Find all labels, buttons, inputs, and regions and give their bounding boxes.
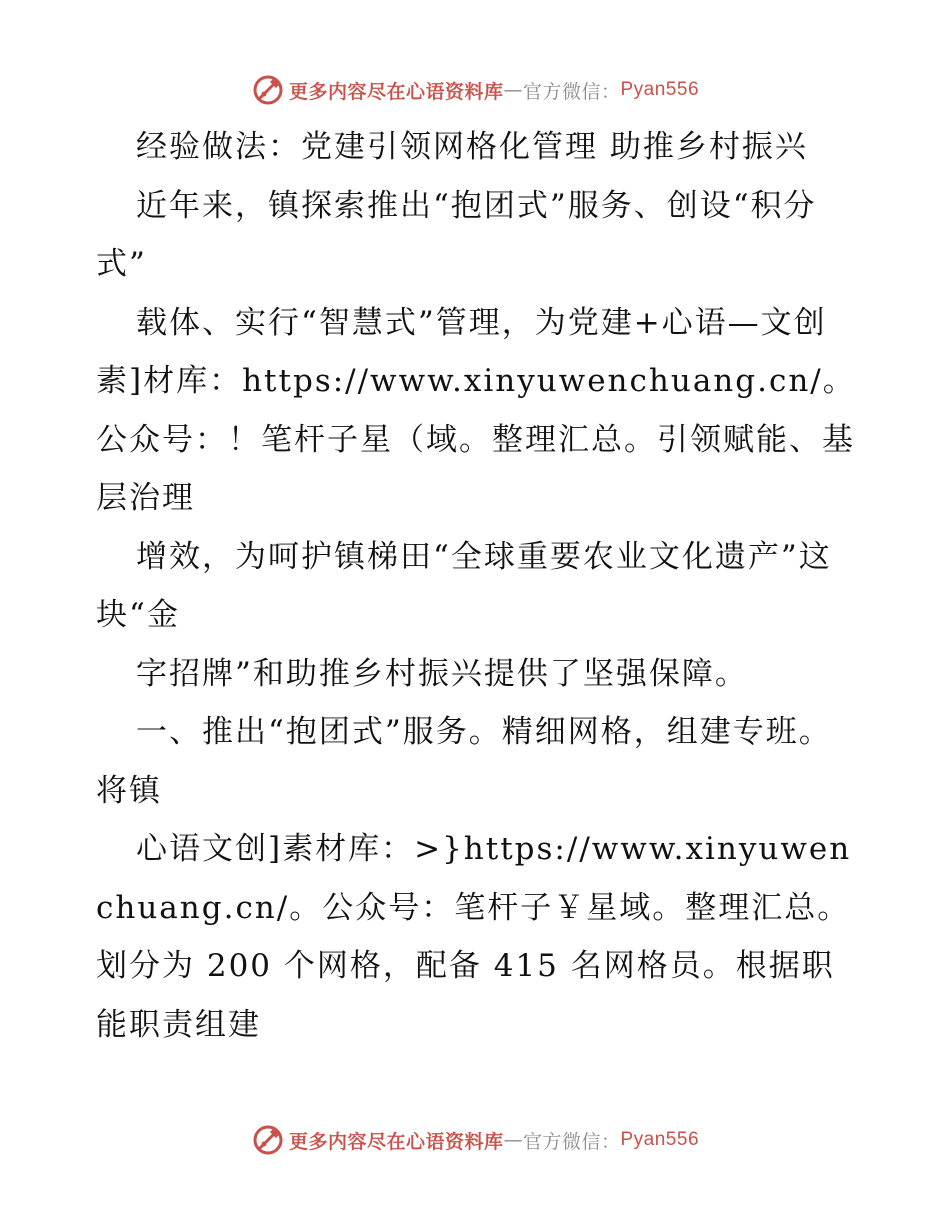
watermark-wechat-id: Pyan556 bbox=[620, 1129, 700, 1150]
paragraph: 心语文创]素材库：>}https://www.xinyuwenchuang.cn/。公众号：笔杆子￥星域。整理汇总。划分为 200 个网格，配备 415 名网格员。根据职能职责组建 bbox=[96, 831, 852, 1043]
paragraph: 近年来，镇探索推出“抱团式”服务、创设“积分式” bbox=[96, 187, 817, 282]
watermark-banner-top bbox=[0, 70, 950, 110]
pen-logo-icon bbox=[251, 1123, 285, 1157]
paragraph: 字招牌”和助推乡村振兴提供了坚强保障。 bbox=[136, 655, 748, 692]
watermark-suffix: 官方微信： bbox=[522, 1130, 621, 1153]
watermark-separator: — bbox=[503, 1129, 523, 1151]
paragraph: 增效，为呵护镇梯田“全球重要农业文化遗产”这块“金 bbox=[96, 538, 832, 633]
pen-logo-icon bbox=[251, 73, 285, 107]
document-body bbox=[96, 118, 856, 1054]
watermark-main-text: 更多内容尽在心语资料库 bbox=[288, 80, 504, 103]
watermark-separator: — bbox=[503, 79, 523, 101]
paragraph-title: 经验做法：党建引领网格化管理 助推乡村振兴 bbox=[136, 129, 808, 165]
paragraph: 一、推出“抱团式”服务。精细网格，组建专班。将镇 bbox=[96, 714, 832, 809]
watermark-wechat-id: Pyan556 bbox=[620, 79, 700, 100]
watermark-banner-bottom bbox=[0, 1120, 950, 1160]
paragraph: 载体、实行“智慧式”管理，为党建+心语—文创素]材库：https://www.xinyuwenchuang.cn/。公众号：！笔杆子星（域。整理汇总。引领赋能、基层治理 bbox=[96, 304, 856, 516]
watermark-main-text: 更多内容尽在心语资料库 bbox=[288, 1130, 504, 1153]
watermark-suffix: 官方微信： bbox=[522, 80, 621, 103]
